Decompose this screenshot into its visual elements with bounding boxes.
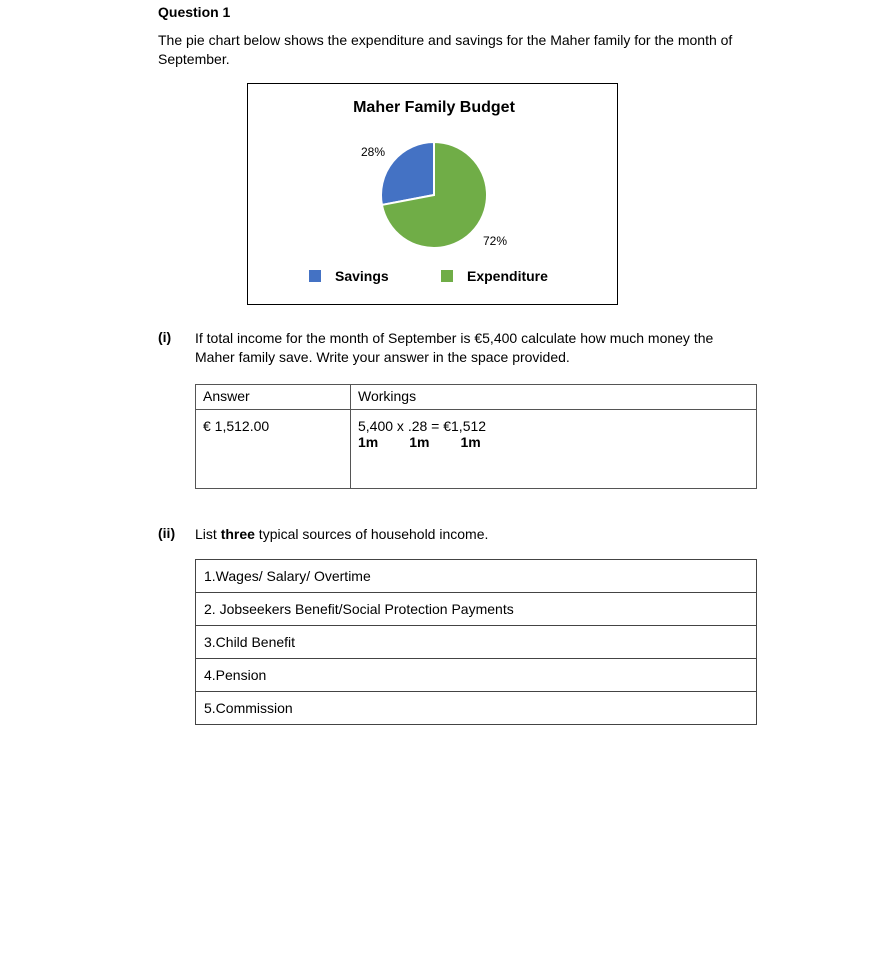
answer-cell [196,410,351,489]
workings-header: Workings [351,385,757,410]
part-ii-number: (ii) [158,525,176,541]
pie-label-savings: 28% [360,145,386,159]
income-sources-table [195,559,757,725]
pie-chart-svg [248,84,619,306]
legend-swatch-savings [309,270,321,282]
part-ii-text [195,525,488,544]
question-heading: Question 1 [158,4,231,20]
list-item: 2. Jobseekers Benefit/Social Protection Payments [196,593,757,626]
mark: 1m [358,434,379,450]
part-i-number: (i) [158,329,172,345]
pie-chart [247,83,618,305]
list-item: 1.Wages/ Salary/ Overtime [196,560,757,593]
question-intro: The pie chart below shows the expenditure and savings for the Maher family for the month of September. [158,32,733,67]
part-ii-text-bold: three [220,526,255,542]
list-item: 4.Pension [196,659,757,692]
pie-label-expenditure: 72% [482,234,508,248]
mark: 1m [409,434,430,450]
legend-swatch-expenditure [441,270,453,282]
list-item: 3.Child Benefit [196,626,757,659]
answer-table [195,384,757,489]
list-item: 5.Commission [196,692,757,725]
part-ii-text-after: typical sources of household income. [254,526,489,542]
pie-slice-savings [381,142,434,205]
part-i-text: If total income for the month of September is €5,400 calculate how much money the Maher family save. Write your answer in the space provided. [195,330,714,365]
legend-label-expenditure: Expenditure [467,268,548,284]
marks-row [358,434,749,450]
legend-label-savings: Savings [335,268,389,284]
workings-value: 5,400 x .28 = €1,512 [358,418,487,434]
workings-cell [351,410,757,489]
answer-header: Answer [196,385,351,410]
answer-value: € 1,512.00 [203,418,270,434]
chart-title: Maher Family Budget [353,99,515,116]
part-ii-text-before: List [195,526,221,542]
mark: 1m [460,434,481,450]
